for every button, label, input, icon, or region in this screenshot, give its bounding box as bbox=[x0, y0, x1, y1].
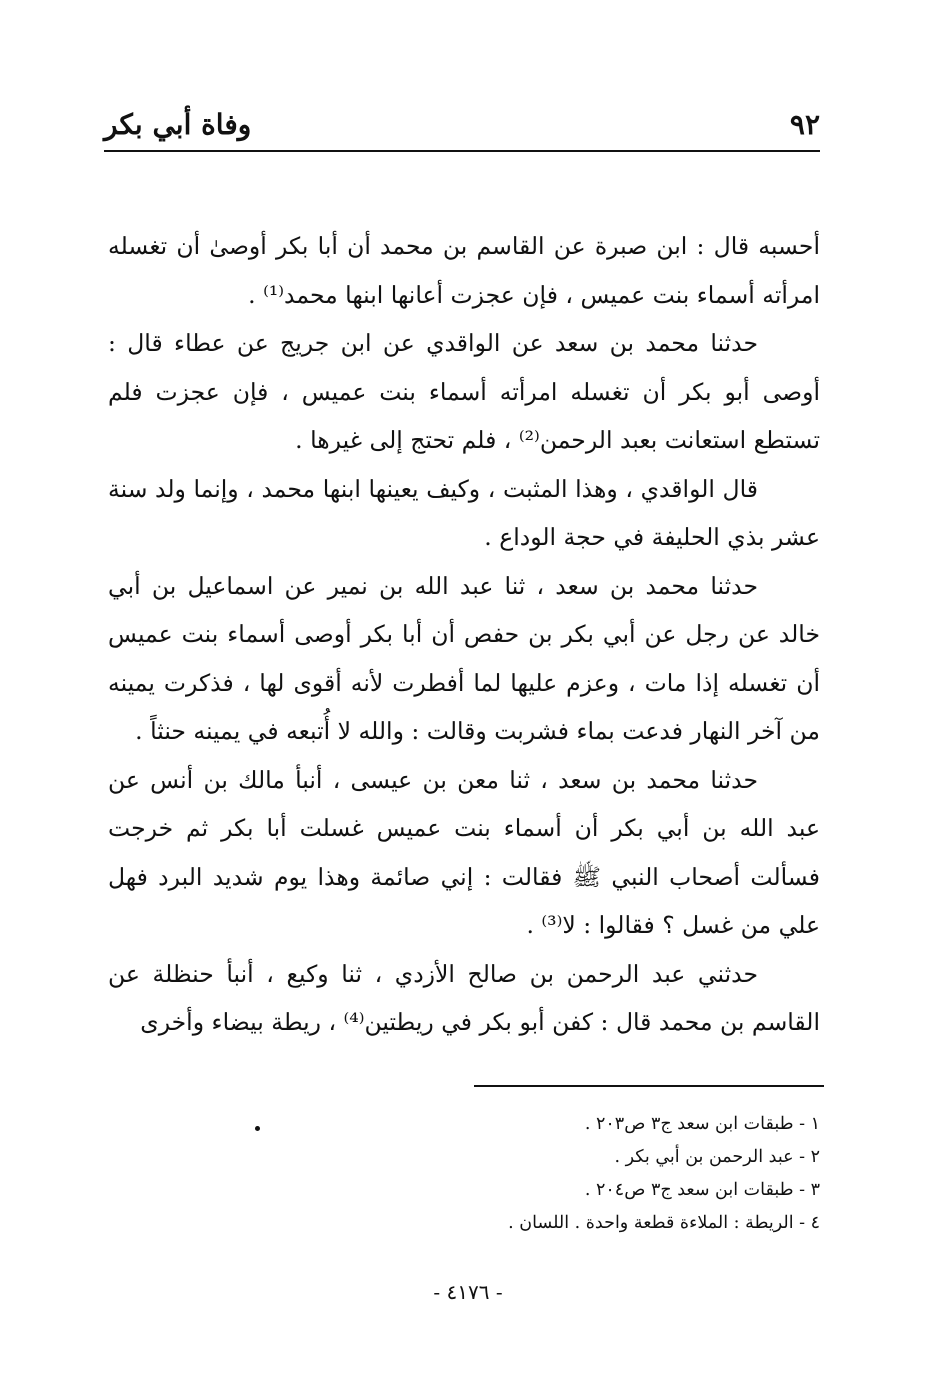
footnote-rule bbox=[474, 1085, 824, 1087]
paragraph-1: أحسبه قال : ابن صبرة عن القاسم بن محمد أن أبا بكر أوصىٰ أن تغسله امرأته أسماء بنت عميس ، فإن عجزت أعانها ابنها محمد⁽¹⁾ . bbox=[108, 232, 820, 309]
footnote-2: ٢ - عبد الرحمن بن أبي بكر . bbox=[614, 1147, 820, 1167]
footnote-4: ٤ - الريطة : الملاءة قطعة واحدة . اللسان . bbox=[508, 1213, 820, 1233]
paragraph-5: حدثنا محمد بن سعد ، ثنا معن بن عيسى ، أنبأ مالك بن أنس عن عبد الله بن أبي بكر أن أسماء بنت عميس غسلت أبا بكر ثم خرجت فسألت أصحاب النبي ﷺ فقالت : إني صائمة وهذا يوم شديد البرد فهل علي من غسل ؟ فقالوا : لا⁽³⁾ . bbox=[108, 765, 820, 939]
paragraph-2: حدثنا محمد بن سعد عن الواقدي عن ابن جريج عن عطاء قال : أوصى أبو بكر أن تغسله امرأته أسماء بنت عميس ، فإن عجزت فلم تستطع استعانت بعبد الرحمن⁽²⁾ ، فلم تحتج إلى غيرها . bbox=[108, 329, 820, 454]
footnote-3: ٣ - طبقات ابن سعد ج٣ ص٢٠٤ . bbox=[584, 1180, 820, 1200]
running-header bbox=[104, 108, 820, 152]
page-footer-number: - ٤١٧٦ - bbox=[433, 1280, 503, 1304]
footnote-1: ١ - طبقات ابن سعد ج٣ ص٢٠٣ . bbox=[584, 1114, 820, 1134]
header-page-number: ٩٢ bbox=[789, 108, 820, 141]
ink-dot bbox=[255, 1126, 260, 1131]
paragraph-3: قال الواقدي ، وهذا المثبت ، وكيف يعينها ابنها محمد ، وإنما ولد سنة عشر بذي الحليفة في حجة الوداع . bbox=[108, 474, 820, 551]
chapter-title: وفاة أبي بكر bbox=[104, 108, 252, 141]
paragraph-6: حدثني عبد الرحمن بن صالح الأزدي ، ثنا وكيع ، أنبأ حنظلة عن القاسم بن محمد قال : كفن أبو بكر في ريطتين⁽⁴⁾ ، ريطة بيضاء وأخرى bbox=[108, 959, 820, 1036]
footnotes bbox=[300, 1108, 820, 1240]
paragraph-4: حدثنا محمد بن سعد ، ثنا عبد الله بن نمير عن اسماعيل بن أبي خالد عن رجل عن أبي بكر بن حفص أن أبا بكر أوصى أسماء بنت عميس أن تغسله إذا مات ، وعزم عليها لما أفطرت لأنه أقوى لها ، فذكرت يمينه من آخر النهار فدعت بماء فشربت وقالت : والله لا أُتبعه في يمينه حنثاً . bbox=[108, 571, 820, 745]
header-rule bbox=[104, 150, 820, 152]
main-text bbox=[108, 222, 820, 1047]
